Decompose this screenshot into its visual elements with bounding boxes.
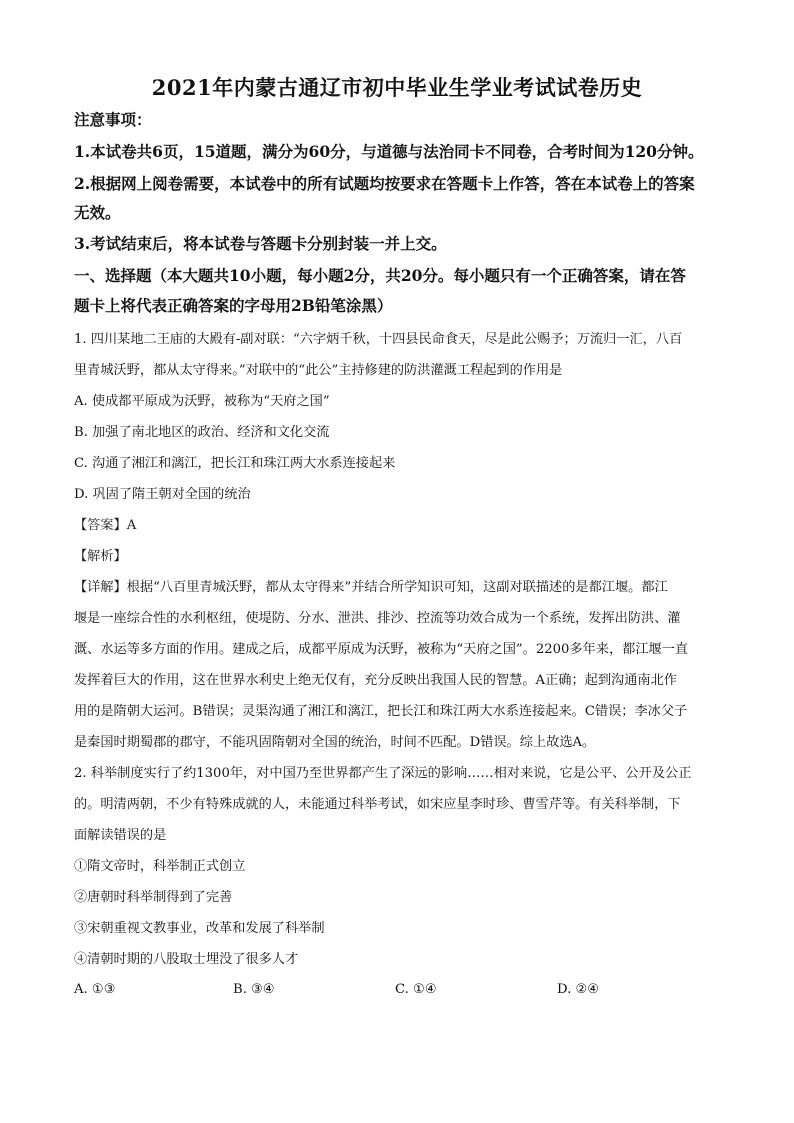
q2-stem-line-3: 面解读错误的是 bbox=[74, 828, 167, 843]
q2-statement-2: ②唐朝时科举制得到了完善 bbox=[74, 890, 233, 905]
q2-stem-line-1: 2. 科举制度实行了约1300年，对中国乃至世界都产生了深远的影响……相对来说，它是公平、公开及公正 bbox=[74, 766, 692, 781]
notice-heading: 注意事项： bbox=[74, 110, 152, 129]
q2-statement-4: ④清朝时期的八股取士埋没了很多人才 bbox=[74, 952, 299, 967]
q1-answer: 【答案】A bbox=[74, 518, 137, 533]
q1-option-d: D. 巩固了隋王朝对全国的统治 bbox=[74, 487, 251, 502]
q1-analysis-line-2: 堰是一座综合性的水利枢纽，使堤防、分水、泄洪、排沙、控流等功效合成为一个系统，发挥出防洪、灌 bbox=[74, 611, 681, 626]
q1-stem-line-2: 里青城沃野，都从太守得来。”对联中的“此公”主持修建的防洪灌溉工程起到的作用是 bbox=[74, 363, 563, 378]
q1-analysis-line-1: 【详解】根据“八百里青城沃野，都从太守得来”并结合所学知识可知，这副对联描述的是都江堰。都江 bbox=[74, 580, 668, 595]
notice-item-2: 2.根据网上阅卷需要，本试卷中的所有试题均按要求在答题卡上作答，答在本试卷上的答案 bbox=[74, 174, 695, 193]
q2-statement-1: ①隋文帝时，科举制正式创立 bbox=[74, 859, 246, 874]
q2-option-b: B. ③④ bbox=[233, 982, 275, 997]
q1-analysis-line-6: 是秦国时期蜀郡的郡守，不能巩固隋朝对全国的统治，时间不匹配。D错误。综上故选A。 bbox=[74, 735, 596, 750]
page-title: 2021年内蒙古通辽市初中毕业生学业考试试卷历史 bbox=[151, 75, 643, 100]
q1-analysis-line-3: 溉、水运等多方面的作用。建成之后，成都平原成为沃野，被称为“天府之国”。2200多年来，都江堰一直 bbox=[74, 642, 689, 657]
q1-option-c: C. 沟通了湘江和漓江，把长江和珠江两大水系连接起来 bbox=[74, 456, 396, 471]
q2-option-d: D. ②④ bbox=[557, 982, 600, 997]
q1-stem-line-1: 1. 四川某地二王庙的大殿有-副对联：“六字炳千秋，十四县民命食天，尽是此公赐予；万流归一汇，八百 bbox=[74, 332, 683, 347]
section-heading: 一、选择题（本大题共10小题，每小题2分，共20分。每小题只有一个正确答案，请在答 bbox=[74, 266, 686, 285]
notice-item-3: 3.考试结束后，将本试卷与答题卡分别封装一并上交。 bbox=[74, 234, 447, 253]
q2-stem-line-2: 的。明清两朝，不少有特殊成就的人，未能通过科举考试，如宋应星李时珍、曹雪芹等。有关科举制，下 bbox=[74, 797, 681, 812]
q1-analysis-line-5: 用的是隋朝大运河。B错误；灵渠沟通了湘江和漓江，把长江和珠江两大水系连接起来。C错误；李冰父子 bbox=[74, 704, 688, 719]
q2-option-c: C. ①④ bbox=[395, 982, 437, 997]
section-heading-cont: 题卡上将代表正确答案的字母用2B铅笔涂黑） bbox=[74, 296, 393, 315]
q1-analysis-label: 【解析】 bbox=[74, 549, 127, 564]
q1-option-b: B. 加强了南北地区的政治、经济和文化交流 bbox=[74, 425, 330, 440]
q1-option-a: A. 使成都平原成为沃野，被称为“天府之国” bbox=[74, 394, 330, 409]
q2-option-a: A. ①③ bbox=[74, 982, 116, 997]
notice-item-1: 1.本试卷共6页，15道题，满分为60分，与道德与法治同卡不同卷，合考时间为120分钟。 bbox=[74, 142, 704, 161]
q2-statement-3: ③宋朝重视文教事业，改革和发展了科举制 bbox=[74, 921, 325, 936]
notice-item-2-cont: 无效。 bbox=[74, 203, 121, 222]
q1-analysis-line-4: 发挥着巨大的作用，这在世界水利史上绝无仅有，充分反映出我国人民的智慧。A正确；起到沟通南北作 bbox=[74, 673, 677, 688]
